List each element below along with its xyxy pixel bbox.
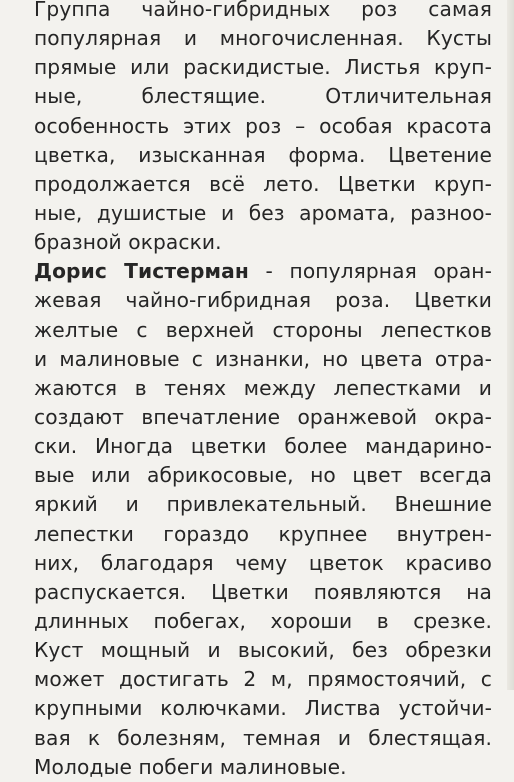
text-line: может достигать 2 м, прямостоячий, с	[34, 667, 492, 692]
text-line: вая к болезням, темная и блестящая.	[34, 725, 492, 750]
text-line: прямые или раскидистые. Листья круп-	[34, 55, 492, 80]
text-line: Группа чайно-гибридных роз самая	[34, 0, 492, 21]
text-line: крупными колючками. Листва устойчи-	[34, 696, 492, 721]
text-line: Куст мощный и высокий, без обрезки	[34, 638, 492, 663]
text-line: жевая чайно-гибридная роза. Цветки	[34, 288, 492, 313]
text-line: цветка, изысканная форма. Цветение	[34, 142, 492, 167]
variety-intro-text: - популярная оран-	[248, 259, 492, 284]
rose-description-text	[34, 0, 492, 782]
text-line: лепестки гораздо крупнее внутрен-	[34, 521, 492, 546]
text-line: ные, душистые и без аромата, разноо-	[34, 200, 492, 225]
variety-first-line	[34, 257, 492, 286]
page-edge-shadow	[507, 0, 514, 690]
intro-paragraph	[34, 0, 492, 257]
text-line: продолжается всё лето. Цветки круп-	[34, 171, 492, 196]
text-line: распускается. Цветки появляются на	[34, 579, 492, 604]
text-line: ски. Иногда цветки более мандарино-	[34, 434, 492, 459]
text-line: особенность этих роз – особая красота	[34, 113, 492, 138]
text-line: популярная и многочисленная. Кусты	[34, 26, 492, 51]
text-line: них, благодаря чему цветок красиво	[34, 550, 492, 575]
text-line: создают впечатление оранжевой окра-	[34, 404, 492, 429]
text-line: ные, блестящие. Отличительная	[34, 84, 492, 109]
text-line: жаются в тенях между лепестками и	[34, 375, 492, 400]
text-line: бразной окраски.	[34, 230, 222, 255]
variety-paragraph	[34, 257, 492, 782]
text-line: Молодые побеги малиновые.	[34, 754, 347, 779]
text-line: яркий и привлекательный. Внешние	[34, 492, 492, 517]
text-line: и малиновые с изнанки, но цвета отра-	[34, 346, 492, 371]
text-line: желтые с верхней стороны лепестков	[34, 317, 492, 342]
text-line: длинных побегах, хороши в срезке.	[34, 608, 492, 633]
variety-name: Дорис Тистерман	[34, 259, 249, 284]
text-line: вые или абрикосовые, но цвет всегда	[34, 463, 492, 488]
